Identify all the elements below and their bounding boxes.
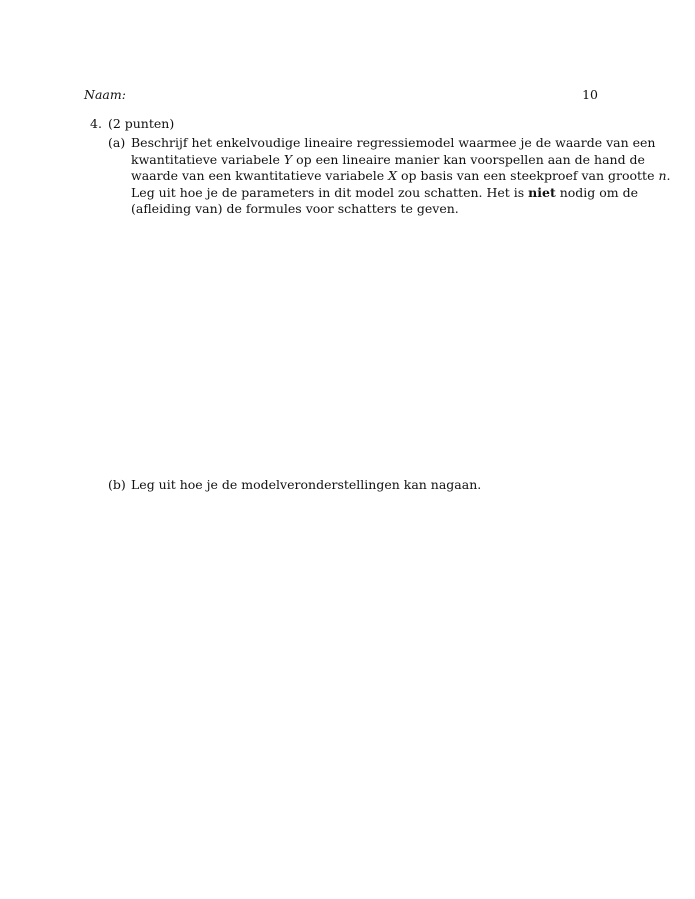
- part-b-text: [131, 477, 598, 494]
- part-a-line: [131, 184, 639, 202]
- text-segment: Beschrijf het enkelvoudige lineaire regressiemodel waarmee je de waarde van een: [131, 135, 656, 150]
- part-a-label: (a): [108, 135, 126, 150]
- part-a-line: [131, 168, 671, 185]
- part-a-text: [131, 135, 671, 218]
- part-b-label: (b): [108, 477, 126, 492]
- math-variable-n: n: [658, 168, 667, 184]
- question-points: (2 punten): [107, 116, 175, 131]
- question-part-a: [108, 135, 671, 218]
- text-segment: waarde van een kwantitatieve variabele: [131, 168, 389, 184]
- part-a-line: [131, 151, 645, 169]
- name-label: Naam:: [84, 87, 126, 102]
- text-segment: nodig om de: [555, 184, 639, 200]
- part-a-line: [131, 201, 598, 218]
- question-heading: [90, 116, 174, 131]
- part-b-line: Leg uit hoe je de modelveronderstellingen kan nagaan.: [131, 477, 482, 492]
- text-segment: .: [666, 168, 671, 184]
- emphasis-niet: niet: [528, 184, 556, 200]
- text-segment: kwantitatieve variabele: [131, 151, 284, 167]
- text-segment: op een lineaire manier kan voorspellen aan de hand de: [292, 151, 645, 167]
- math-variable-y: Y: [283, 151, 293, 167]
- text-segment: op basis van een steekproef van grootte: [397, 168, 659, 184]
- math-variable-x: X: [388, 168, 398, 184]
- page-number: 10: [582, 87, 598, 102]
- question-part-b: [108, 477, 598, 494]
- part-a-line: [131, 135, 656, 152]
- question-number: 4.: [90, 116, 102, 131]
- text-segment: (afleiding van) de formules voor schatters te geven.: [131, 201, 459, 217]
- text-segment: Leg uit hoe je de parameters in dit model zou schatten. Het is: [131, 184, 529, 200]
